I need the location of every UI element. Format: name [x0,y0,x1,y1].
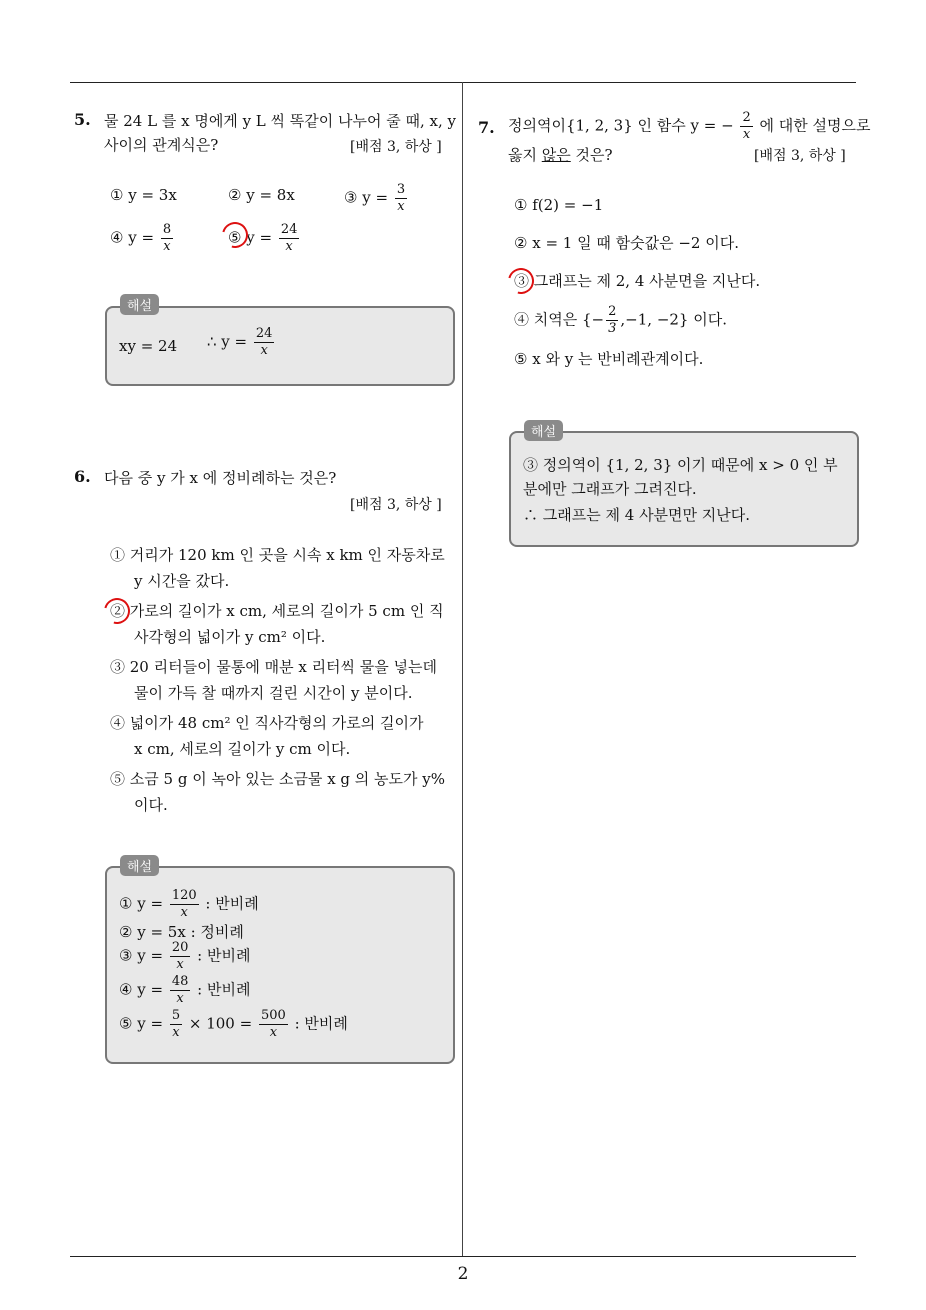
choice-3: ③ 20 리터들이 물통에 매분 x 리터씩 물을 넣는데 물이 가득 찰 때까지 걸린 시간이 y 분이다. [110,658,438,702]
question-text: 사이의 관계식은? [104,136,219,154]
choice-4: ④ 치역은 {− $\frac{2}{3}$ ,−1, −2} 이다. [514,304,727,336]
top-rule [70,82,856,83]
question-number: 7. [478,118,495,137]
choice-3: ③ y = $\frac{3}{x}$ [344,182,406,214]
explanation-line: ③ y = $\frac{20}{x}$ : 반비례 [119,940,251,972]
explanation-line: 분에만 그래프가 그려진다. [523,480,697,498]
explanation-tag: 해설 [120,294,159,315]
choice-5: ⑤ 소금 5 g 이 녹아 있는 소금물 x g 의 농도가 y% 이다. [110,770,446,814]
score-label: [배점 3, 하상 ] [754,148,846,164]
choice-1: ① f(2) = −1 [514,196,604,214]
question-text: 옳지 않은 것은? [508,146,613,164]
choice-1: ① y = 3x [110,186,177,204]
choice-2: ② x = 1 일 때 함숫값은 −2 이다. [514,234,739,252]
explanation-box [509,431,859,547]
explanation-tag: 해설 [120,855,159,876]
choice-4: ④ 넓이가 48 cm² 인 직사각형의 가로의 길이가 x cm, 세로의 길이가 y cm 이다. [110,714,424,758]
explanation-line: ③ 정의역이 {1, 2, 3} 이기 때문에 x > 0 인 부 [523,456,838,474]
explanation-line: ⑤ y = $\frac{5}{x}$ × 100 = $\frac{500}{x}$ : 반비례 [119,1008,348,1040]
page-number: 2 [457,1264,469,1284]
explanation-box [105,306,455,386]
question-text: 물 24 L 를 x 명에게 y L 씩 똑같이 나누어 줄 때, x, y [104,112,457,130]
bottom-rule [70,1256,856,1257]
choice-5: ⑤ x 와 y 는 반비례관계이다. [514,350,704,368]
choice-4: ④ y = $\frac{8}{x}$ [110,222,172,254]
choice-1: ① 거리가 120 km 인 곳을 시속 x km 인 자동차로 y 시간을 갔다. [110,546,445,590]
question-number: 6. [74,467,91,486]
explanation-line: xy = 24 [119,337,178,355]
explanation-line: ① y = $\frac{120}{x}$ : 반비례 [119,888,259,920]
score-label: [배점 3, 하상 ] [350,139,442,155]
explanation-line: ④ y = $\frac{48}{x}$ : 반비례 [119,974,251,1006]
column-divider [462,82,463,1256]
explanation-line: ∴ 그래프는 제 4 사분면만 지난다. [523,506,751,524]
question-text: 다음 중 y 가 x 에 정비례하는 것은? [104,469,337,487]
choice-2: ② y = 8x [228,186,295,204]
choice-2: ② 가로의 길이가 x cm, 세로의 길이가 5 cm 인 직 사각형의 넓이가 y cm² 이다. [110,602,444,646]
explanation-tag: 해설 [524,420,563,441]
explanation-line: ② y = 5x : 정비례 [119,923,244,941]
question-text: 정의역이{1, 2, 3} 인 함수 y = − $\frac{2}{x}$ 에 대한 설명으로 [508,110,871,142]
explanation-box [105,866,455,1064]
choice-3: ③ 그래프는 제 2, 4 사분면을 지난다. [514,272,761,290]
question-number: 5. [74,110,91,129]
score-label: [배점 3, 하상 ] [350,497,442,513]
choice-5: ⑤ y = $\frac{24}{x}$ [228,222,298,254]
explanation-line: ∴ y = $\frac{24}{x}$ [207,326,273,358]
